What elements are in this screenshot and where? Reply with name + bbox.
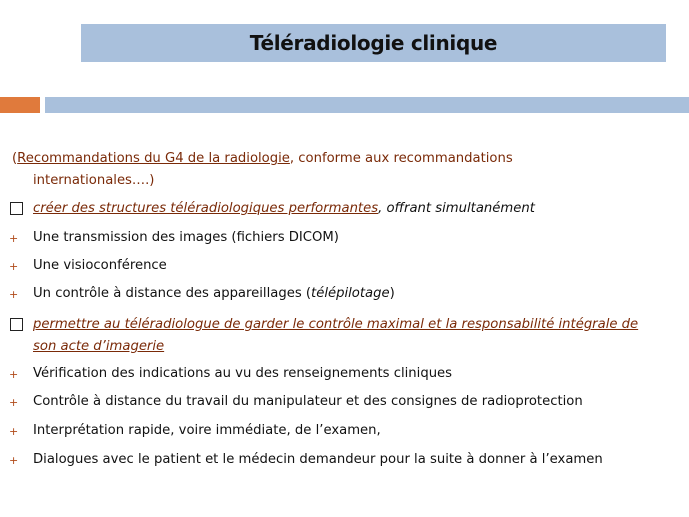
section2-bullet-4: Dialogues avec le patient et le médecin demandeur pour la suite à donner à l’examen — [33, 452, 603, 467]
intro-line — [12, 148, 513, 170]
divider-accent-blue — [45, 97, 689, 113]
intro-reference: Recommandations du G4 de la radiologie — [17, 151, 290, 166]
checkbox-icon — [10, 202, 23, 215]
divider-accent-orange — [0, 97, 40, 113]
plus-bullet-icon: + — [9, 368, 19, 381]
section2-bullet-1: Vérification des indications au vu des renseignements cliniques — [33, 366, 453, 381]
bullet3-suffix: ) — [389, 286, 395, 301]
plus-bullet-icon: + — [9, 396, 19, 409]
intro-suffix: , conforme aux recommandations — [289, 151, 513, 166]
section2-heading-line1: permettre au téléradiologue de garder le contrôle maximal et la responsabilité intégrale de — [33, 317, 639, 332]
section1-emphasis: créer des structures téléradiologiques performantes — [33, 201, 379, 216]
section2-bullet-2: Contrôle à distance du travail du manipulateur et des consignes de radioprotection — [33, 394, 583, 409]
plus-bullet-icon: + — [9, 288, 19, 301]
section2-heading-line2: son acte d’imagerie — [33, 339, 165, 354]
plus-bullet-icon: + — [9, 232, 19, 245]
intro-open-paren: ( — [12, 151, 18, 166]
bullet3-italic: télépilotage — [311, 286, 390, 301]
plus-bullet-icon: + — [9, 260, 19, 273]
plus-bullet-icon: + — [9, 425, 19, 438]
section2-bullet-3: Interprétation rapide, voire immédiate, de l’examen, — [33, 423, 381, 438]
section1-rest: , offrant simultanément — [378, 201, 535, 216]
intro-line-2: internationales….) — [33, 173, 155, 188]
section1-bullet-1: Une transmission des images (fichiers DICOM) — [33, 230, 339, 245]
section1-heading — [33, 198, 535, 220]
slide-title: Téléradiologie clinique — [249, 31, 498, 55]
bullet3-prefix: Un contrôle à distance des appareillages ( — [33, 286, 312, 301]
section1-bullet-3 — [33, 283, 395, 305]
plus-bullet-icon: + — [9, 454, 19, 467]
checkbox-icon — [10, 318, 23, 331]
title-bar — [81, 24, 666, 62]
section1-bullet-2: Une visioconférence — [33, 258, 167, 273]
